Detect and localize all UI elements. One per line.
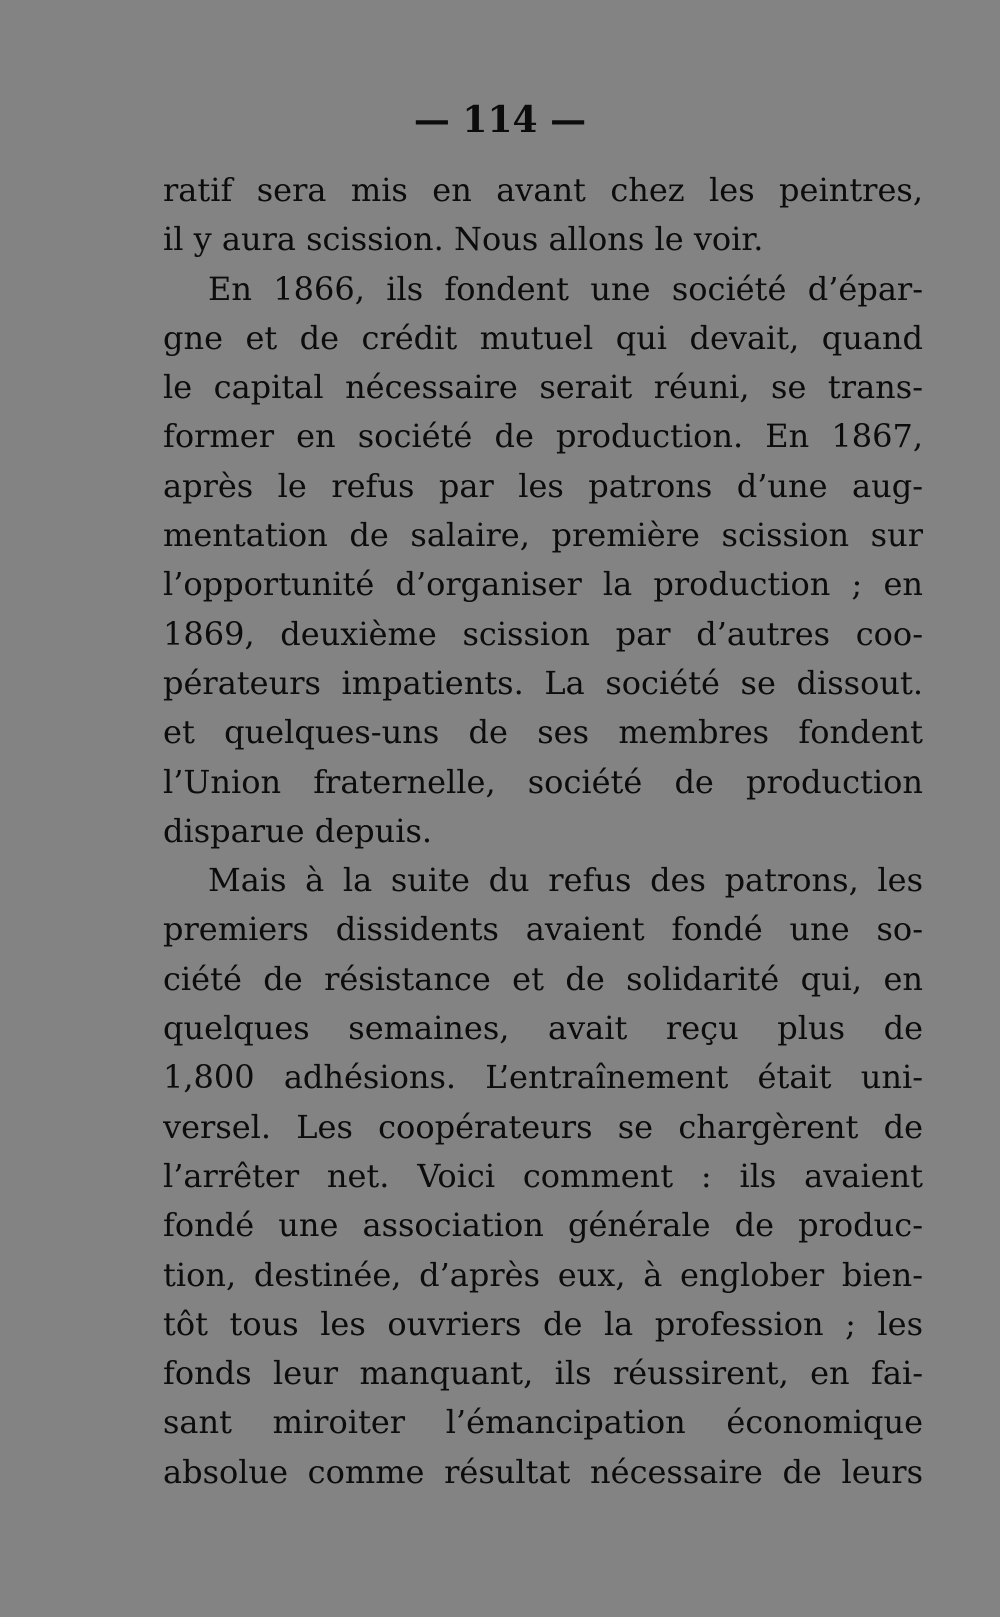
text-line: après le refus par les patrons d’une aug- [163, 466, 923, 505]
text-line: l’opportunité d’organiser la production ; en [163, 565, 923, 604]
text-line: l’arrêter net. Voici comment : ils avaient [163, 1156, 923, 1195]
text-line: 1,800 adhésions. L’entraînement était uni- [163, 1058, 923, 1097]
text-line: 1869, deuxième scission par d’autres coo- [163, 614, 923, 653]
text-line: fondé une association générale de produc- [163, 1206, 923, 1245]
text-line: disparue depuis. [163, 811, 433, 850]
text-line: En 1866, ils fondent une société d’épar- [208, 269, 923, 308]
text-line: tion, destinée, d’après eux, à englober bien- [163, 1255, 923, 1294]
page-number: — 114 — [413, 99, 587, 141]
text-line: l’Union fraternelle, société de production [163, 762, 923, 801]
text-line: pérateurs impatients. La société se dissout. [163, 663, 923, 702]
text-line: ratif sera mis en avant chez les peintres, [163, 171, 923, 209]
text-line: il y aura scission. Nous allons le voir. [163, 220, 764, 259]
text-line: gne et de crédit mutuel qui devait, quand [163, 318, 923, 357]
text-line: tôt tous les ouvriers de la profession ; les [163, 1304, 923, 1343]
text-line: quelques semaines, avait reçu plus de [163, 1009, 923, 1048]
text-line: premiers dissidents avaient fondé une so- [163, 910, 923, 949]
text-line: mentation de salaire, première scission sur [163, 516, 923, 555]
text-line: fonds leur manquant, ils réussirent, en fai- [163, 1354, 923, 1393]
text-line: former en société de production. En 1867, [163, 417, 923, 456]
text-line: Mais à la suite du refus des patrons, les [208, 861, 923, 900]
text-line: sant miroiter l’émancipation économique [163, 1403, 923, 1442]
text-line: le capital nécessaire serait réuni, se trans- [163, 368, 923, 407]
text-line: versel. Les coopérateurs se chargèrent de [163, 1107, 923, 1146]
text-line: ciété de résistance et de solidarité qui, en [163, 959, 923, 998]
text-line: absolue comme résultat nécessaire de leurs [163, 1452, 923, 1491]
text-line: et quelques-uns de ses membres fondent [163, 713, 923, 752]
body-text [163, 166, 923, 1497]
